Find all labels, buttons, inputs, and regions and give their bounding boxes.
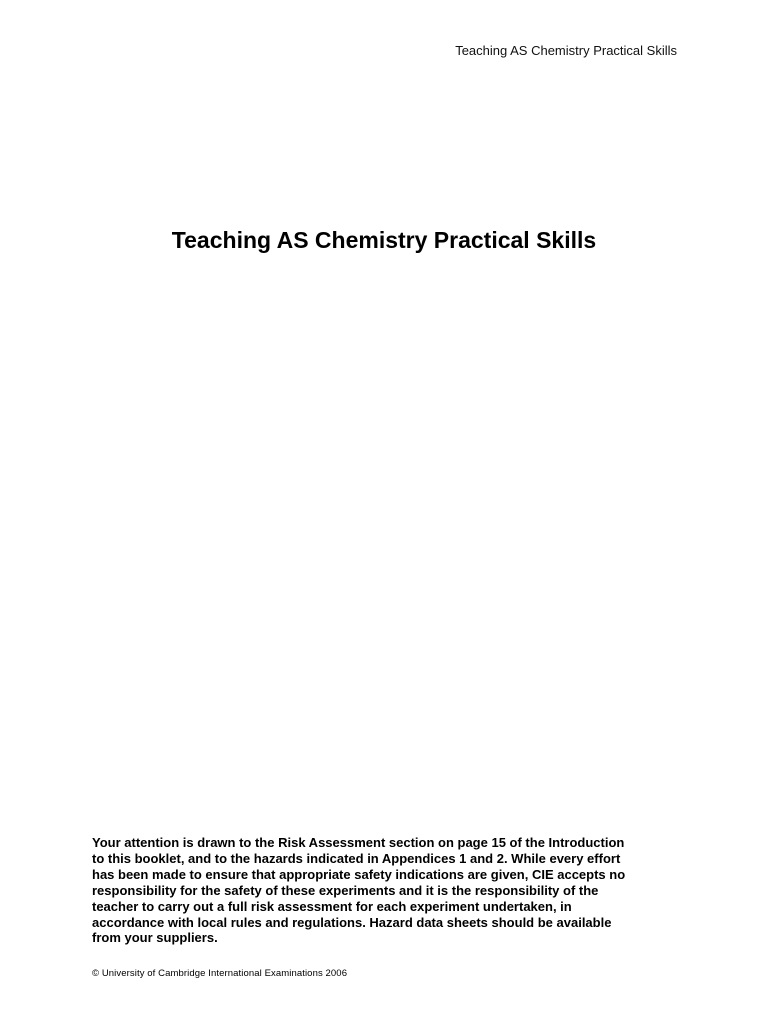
- notice-line: Your attention is drawn to the Risk Assessment section on page 15 of the Introduction: [92, 835, 625, 850]
- notice-line: accordance with local rules and regulations. Hazard data sheets should be available: [92, 914, 612, 930]
- risk-assessment-notice: [92, 835, 684, 946]
- page-title: Teaching AS Chemistry Practical Skills: [171, 227, 597, 253]
- notice-line: responsibility for the safety of these experiments and it is the responsibility of the: [92, 882, 599, 898]
- notice-line: to this booklet, and to the hazards indicated in Appendices 1 and 2. While every effort: [92, 850, 621, 866]
- notice-line: has been made to ensure that appropriate safety indications are given, CIE accepts no: [92, 866, 626, 882]
- notice-line: from your suppliers.: [92, 930, 218, 946]
- notice-line: teacher to carry out a full risk assessment for each experiment undertaken, in: [92, 898, 572, 914]
- copyright-notice: © University of Cambridge International Examinations 2006: [92, 968, 348, 979]
- running-header: Teaching AS Chemistry Practical Skills: [455, 43, 677, 58]
